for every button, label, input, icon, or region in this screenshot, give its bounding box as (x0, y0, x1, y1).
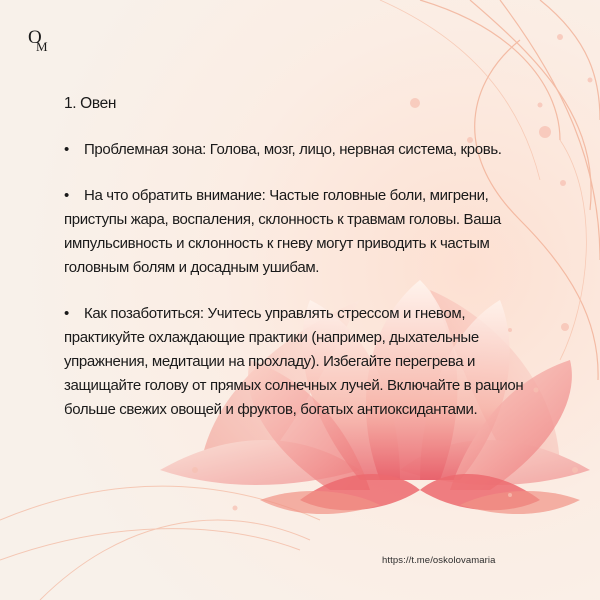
bullet-marker: • (64, 305, 69, 322)
list-item-attention (64, 184, 534, 280)
item-text: Частые головные боли, мигрени, приступы жара, воспаления, склонность к травмам головы. Ваша импульсивность и склонность к гневу могут приводить к частым головным болям и досадным ушибам. (64, 187, 501, 276)
item-text: Голова, мозг, лицо, нервная система, кровь. (205, 141, 502, 158)
article-title: 1. Овен (64, 95, 117, 112)
item-label: Проблемная зона: (84, 141, 206, 158)
bullet-marker: • (64, 187, 69, 204)
article-body (64, 92, 534, 444)
list-item-problem-zone (64, 138, 534, 162)
telegram-link[interactable]: https://t.me/oskolovamaria (382, 555, 496, 566)
list-item-care (64, 302, 534, 422)
brand-logo (28, 28, 58, 58)
item-label: На что обратить внимание: (84, 187, 266, 204)
item-label: Как позаботиться: (84, 305, 204, 322)
logo-letter-m: M (36, 39, 48, 54)
item-text: Учитесь управлять стрессом и гневом, практикуйте охлаждающие практики (например, дыхательные упражнения, медитации на прохладу). Избегайте перегрева и защищайте голову от прямых солнечных лучей. Включайте в рацион больше свежих овощей и фруктов, богатых антиоксидантами. (64, 305, 524, 418)
bullet-marker: • (64, 141, 69, 158)
logo-letter-o: O (28, 27, 42, 48)
